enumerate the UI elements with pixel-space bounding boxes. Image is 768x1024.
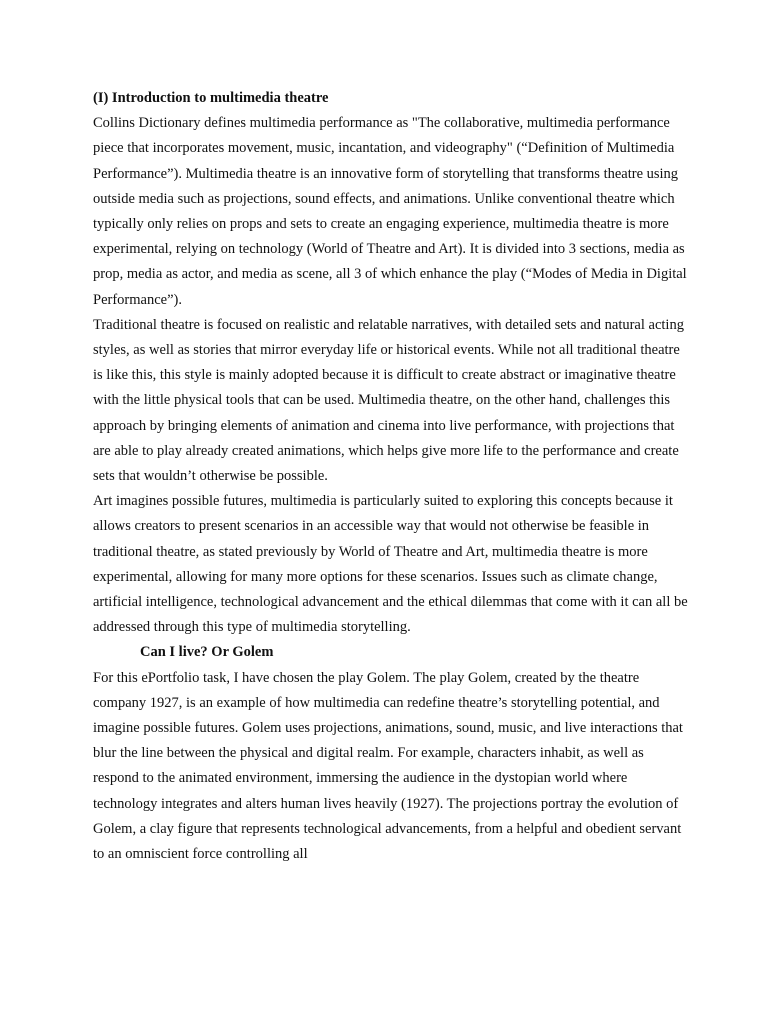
paragraph-golem: For this ePortfolio task, I have chosen the play Golem. The play Golem, created by the theatre company 1927, is an example of how multimedia can redefine theatre’s storytelling potential, and imagine possible futures. Golem uses projections, animations, sound, music, and live interactions that blur the line between the physical and digital realm. For example, characters inhabit, as well as respond to the animated environment, immersing the audience in the dystopian world where technology integrates and alters human lives heavily (1927). The projections portray the evolution of Golem, a clay figure that represents technological advancements, from a helpful and obedient servant to an omniscient force controlling all: [93, 669, 683, 863]
paragraph-possible-futures: Art imagines possible futures, multimedia is particularly suited to exploring this concepts because it allows creators to present scenarios in an accessible way that would not otherwise be feasible in traditional theatre, as stated previously by World of Theatre and Art, multimedia theatre is more experimental, allowing for many more options for these scenarios. Issues such as climate change, artificial intelligence, technological advancement and the ethical dilemmas that come with it can all be addressed through this type of multimedia storytelling.: [93, 493, 688, 636]
section-heading: (I) Introduction to multimedia theatre: [93, 90, 329, 106]
subheading-golem: Can I live? Or Golem: [140, 644, 274, 661]
paragraph-traditional-theatre: Traditional theatre is focused on realistic and relatable narratives, with detailed sets and natural acting styles, as well as stories that mirror everyday life or historical events. While not all traditional theatre is like this, this style is mainly adopted because it is difficult to create abstract or imaginative theatre with the little physical tools that can be used. Multimedia theatre, on the other hand, challenges this approach by bringing elements of animation and cinema into live performance, with projections that are able to play already created animations, which helps give more life to the performance and create sets that wouldn’t otherwise be possible.: [93, 316, 684, 485]
paragraph-collins-definition: Collins Dictionary defines multimedia performance as "The collaborative, multimedia performance piece that incorporates movement, music, incantation, and videography" (“Definition of Multimedia Performance”). Multimedia theatre is an innovative form of storytelling that transforms theatre using outside media such as projections, sound effects, and animations. Unlike conventional theatre which typically only relies on props and sets to create an engaging experience, multimedia theatre is more experimental, relying on technology (World of Theatre and Art). It is divided into 3 sections, media as prop, media as actor, and media as scene, all 3 of which enhance the play (“Modes of Media in Digital Performance”).: [93, 115, 687, 308]
document-body: [93, 86, 688, 867]
